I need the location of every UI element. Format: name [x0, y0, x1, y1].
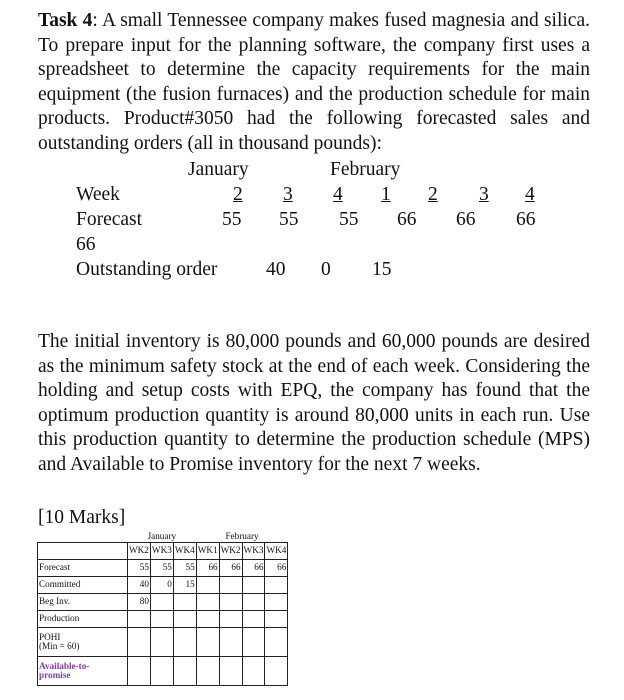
- mps-cell[interactable]: [265, 628, 288, 657]
- inline-week: 4: [525, 184, 535, 205]
- task-intro-text: : A small Tennessee company makes fused magnesia and silica. To prepare input for the planning software, the company first uses a spreadsheet to determine the capacity requirements for the main equipment (the fusion furnaces) and the production schedule for main products. Product#3050 had the following forecasted sales and outstanding orders (all in thousand pounds):: [38, 10, 590, 154]
- mps-row-label: Available-to- promise: [38, 657, 128, 686]
- mps-cell[interactable]: [196, 577, 219, 594]
- inline-week-label: Week: [76, 184, 120, 205]
- mps-week-header: WK4: [265, 543, 288, 560]
- mps-week-header: WK2: [219, 543, 242, 560]
- mps-cell[interactable]: 66: [242, 560, 265, 577]
- inline-forecast-label: Forecast: [76, 209, 143, 230]
- mps-cell[interactable]: [265, 611, 288, 628]
- inline-forecast-value: 66: [397, 209, 417, 230]
- mps-cell[interactable]: 80: [128, 594, 151, 611]
- mps-cell[interactable]: [219, 577, 242, 594]
- mps-cell[interactable]: [150, 628, 173, 657]
- mps-row-label: Beg Inv.: [38, 594, 128, 611]
- mps-row-label: POHI (Min = 60): [38, 628, 128, 657]
- inline-week: 1: [381, 184, 391, 205]
- mps-cell[interactable]: 55: [173, 560, 196, 577]
- mps-cell[interactable]: [196, 628, 219, 657]
- mps-row-label: Forecast: [38, 560, 128, 577]
- mps-week-header: WK3: [150, 543, 173, 560]
- mps-cell[interactable]: 66: [219, 560, 242, 577]
- mps-cell[interactable]: [219, 657, 242, 686]
- inline-forecast-wrap: 66: [76, 234, 96, 255]
- inline-outstanding-value: 15: [372, 259, 392, 280]
- mps-cell[interactable]: [196, 657, 219, 686]
- mps-cell[interactable]: 40: [128, 577, 151, 594]
- inline-month-february: February: [330, 159, 401, 180]
- mps-cell[interactable]: [128, 628, 151, 657]
- marks-label: [10 Marks]: [38, 507, 126, 528]
- mps-cell[interactable]: [219, 628, 242, 657]
- mps-row-forecast: [38, 560, 288, 577]
- mps-cell[interactable]: [173, 611, 196, 628]
- mps-cell[interactable]: 55: [150, 560, 173, 577]
- mps-cell[interactable]: 66: [265, 560, 288, 577]
- mps-cell[interactable]: [242, 577, 265, 594]
- inline-forecast-value: 66: [516, 209, 536, 230]
- mps-cell[interactable]: [150, 611, 173, 628]
- mps-row-committed: [38, 577, 288, 594]
- mps-table: [37, 531, 309, 689]
- mps-cell[interactable]: [128, 611, 151, 628]
- task-intro: [38, 9, 590, 157]
- mps-cell[interactable]: [242, 657, 265, 686]
- mps-row-label: Production: [38, 611, 128, 628]
- mps-cell[interactable]: [173, 628, 196, 657]
- mps-cell[interactable]: 15: [173, 577, 196, 594]
- mps-row-pohi: [38, 628, 288, 657]
- mps-cell[interactable]: [128, 657, 151, 686]
- mps-cell[interactable]: [242, 611, 265, 628]
- mps-cell[interactable]: 55: [128, 560, 151, 577]
- inline-outstanding-value: 0: [321, 259, 331, 280]
- inline-week: 4: [333, 184, 343, 205]
- mps-cell[interactable]: 0: [150, 577, 173, 594]
- mps-row-label: Committed: [38, 577, 128, 594]
- mps-month-february: February: [225, 530, 259, 541]
- mps-cell[interactable]: [219, 611, 242, 628]
- mps-cell[interactable]: [196, 594, 219, 611]
- task-label: Task 4: [38, 10, 93, 31]
- mps-cell[interactable]: [242, 628, 265, 657]
- mps-week-header: WK2: [128, 543, 151, 560]
- mps-row-beg-inv: [38, 594, 288, 611]
- inline-outstanding-value: 40: [266, 259, 286, 280]
- mps-cell[interactable]: [265, 594, 288, 611]
- mps-week-header: WK1: [196, 543, 219, 560]
- inline-forecast-value: 55: [339, 209, 359, 230]
- inline-month-january: January: [188, 159, 249, 180]
- mps-cell[interactable]: [150, 594, 173, 611]
- mps-row-atp: [38, 657, 288, 686]
- inline-forecast-value: 55: [279, 209, 299, 230]
- inline-outstanding-label: Outstanding order: [76, 259, 218, 280]
- inline-week: 3: [283, 184, 293, 205]
- mps-cell[interactable]: [150, 657, 173, 686]
- mps-cell[interactable]: [196, 611, 219, 628]
- inline-week: 2: [233, 184, 243, 205]
- mps-cell[interactable]: [242, 594, 265, 611]
- inline-week: 3: [479, 184, 489, 205]
- task-body-paragraph: The initial inventory is 80,000 pounds and 60,000 pounds are desired as the minimum safety stock at the end of each week. Considering the holding and setup costs with EPQ, the company has found that the optimum production quantity is around 80,000 units in each run. Use this production quantity to determine the production schedule (MPS) and Available to Promise inventory for the next 7 weeks.: [38, 331, 590, 475]
- mps-week-header: WK4: [173, 543, 196, 560]
- mps-cell[interactable]: [219, 594, 242, 611]
- mps-week-header: WK3: [242, 543, 265, 560]
- inline-forecast-value: 55: [222, 209, 242, 230]
- mps-cell[interactable]: 66: [196, 560, 219, 577]
- mps-cell[interactable]: [265, 577, 288, 594]
- mps-cell[interactable]: [265, 657, 288, 686]
- mps-cell[interactable]: [173, 657, 196, 686]
- inline-week: 2: [428, 184, 438, 205]
- mps-cell[interactable]: [173, 594, 196, 611]
- mps-row-production: [38, 611, 288, 628]
- mps-month-january: January: [147, 530, 177, 541]
- inline-forecast-value: 66: [456, 209, 476, 230]
